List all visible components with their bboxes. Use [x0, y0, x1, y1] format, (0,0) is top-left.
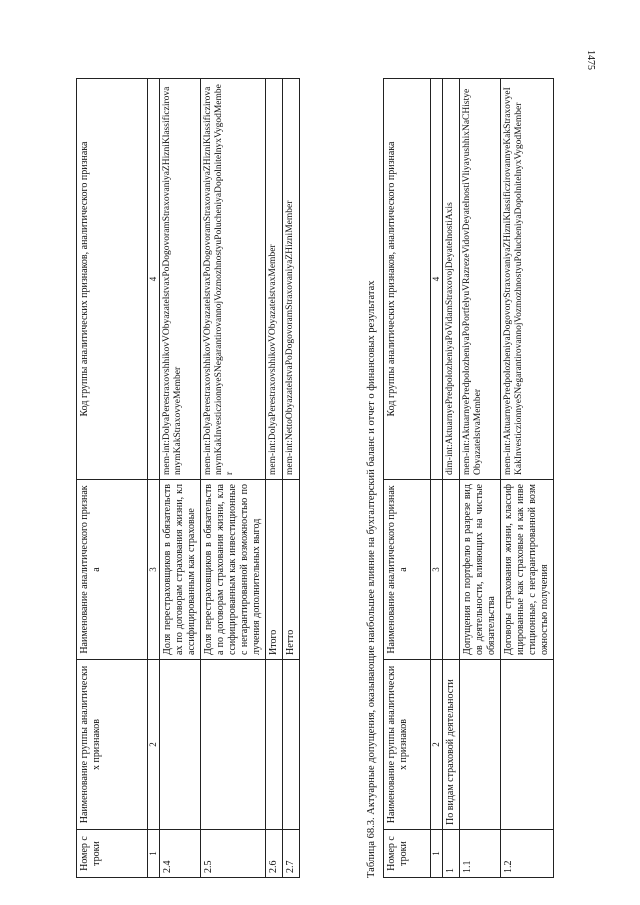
table-header-row: [384, 79, 431, 878]
row-number: 1.2: [501, 830, 554, 878]
column-number: 4: [431, 79, 443, 480]
column-number: 3: [431, 480, 443, 660]
column-number: 1: [431, 830, 443, 878]
row-number: 2.5: [201, 830, 266, 878]
row-number: 2.7: [283, 830, 300, 878]
row-feature-name: Договоры страхования жизни, классифицированные как страховые и как инвестиционные, с негарантированной возможностью получения: [501, 480, 554, 660]
row-number: 2.4: [160, 830, 201, 878]
column-numbers-row: [431, 79, 443, 878]
row-code: mem-int:DolyaPerestraxovshhikovVObyazatelstvaxMember: [266, 79, 283, 480]
row-group: [160, 660, 201, 830]
row-group: [460, 660, 501, 830]
header-code: Код группы аналитических признаков, аналитического признака: [77, 79, 148, 480]
table-row: [501, 79, 554, 878]
table-68-3: [383, 78, 554, 878]
row-code: mem-int:AktuarnyePredpolozheniyaPoPortfelyuVRazrezeVidovDeyatelnostiVliyayushhixNaCHistyeObyazatelstvaMember: [460, 79, 501, 480]
row-feature-name: Нетто: [283, 480, 300, 660]
table-header-row: [77, 79, 148, 878]
row-feature-name: [443, 480, 460, 660]
header-group-name: Наименование группы аналитических признаков: [384, 660, 431, 830]
header-feature-name: Наименование аналитического признака: [77, 480, 148, 660]
row-feature-name: Доля перестраховщиков в обязательствах по договорам страхования жизни, классифицированным как страховые: [160, 480, 201, 660]
table-row: [443, 79, 460, 878]
row-number: 2.6: [266, 830, 283, 878]
table-caption: Таблица 68.3. Актуарные допущения, оказывающие наибольшее влияние на бухгалтерский баланс и отчет о финансовых результатах: [366, 280, 377, 878]
row-code: mem-int:DolyaPerestraxovshhikovVObyazatelstvaxPoDogovoramStraxovaniyaZHizniKlassificzirovannymKakInvesticzionnyeSNegarantirovannojVozmozhnostyuPolucheniyaDopolnitelnyxVygodMember: [201, 79, 266, 480]
row-feature-name: Допущения по портфелю в разрезе видов деятельности, влияющих на чистые обязательства: [460, 480, 501, 660]
table-continuation: [76, 78, 300, 878]
header-code: Код группы аналитических признаков, аналитического признака: [384, 79, 431, 480]
row-feature-name: Доля перестраховщиков в обязательства по договорам страхования жизни, классифицированным как инвестиционные с негарантированной возможностью получения дополнительных выгод: [201, 480, 266, 660]
header-group-name: Наименование группы аналитических признаков: [77, 660, 148, 830]
row-code: mem-int:NettoObyazatelstvaPoDogovoramStraxovaniyaZHizniMember: [283, 79, 300, 480]
row-group: [283, 660, 300, 830]
row-group: [501, 660, 554, 830]
row-code: mem-int:AktuarnyePredpolozheniyaDogovoryStraxovaniyaZHizniKlassificzirovannyeKakStraxovyeIKakInvesticzionnyeSNegarantirovannojVozmozhnostyuPolucheniyaDopolnitelnyxVygodMember: [501, 79, 554, 480]
row-group: [266, 660, 283, 830]
column-number: 2: [148, 660, 160, 830]
table-row: [283, 79, 300, 878]
table-row: [160, 79, 201, 878]
table-row: [460, 79, 501, 878]
header-row-number: Номер строки: [384, 830, 431, 878]
header-row-number: Номер строки: [77, 830, 148, 878]
rotated-page-content: [76, 78, 566, 878]
page-number: 1475: [585, 50, 596, 70]
column-number: 2: [431, 660, 443, 830]
row-feature-name: Итого: [266, 480, 283, 660]
row-number: 1.1: [460, 830, 501, 878]
column-number: 1: [148, 830, 160, 878]
table-row: [266, 79, 283, 878]
row-code: dim-int:AktuarnyePredpolozheniyaPoVidamStraxovojDeyatelnostiAxis: [443, 79, 460, 480]
column-number: 3: [148, 480, 160, 660]
table-row: [201, 79, 266, 878]
header-feature-name: Наименование аналитического признака: [384, 480, 431, 660]
column-number: 4: [148, 79, 160, 480]
column-numbers-row: [148, 79, 160, 878]
row-group: По видам страховой деятельности: [443, 660, 460, 830]
row-code: mem-int:DolyaPerestraxovshhikovVObyazatelstvaxPoDogovoramStraxovaniyaZHizniKlassificzirovannymKakStraxovyeMember: [160, 79, 201, 480]
row-group: [201, 660, 266, 830]
row-number: 1: [443, 830, 460, 878]
